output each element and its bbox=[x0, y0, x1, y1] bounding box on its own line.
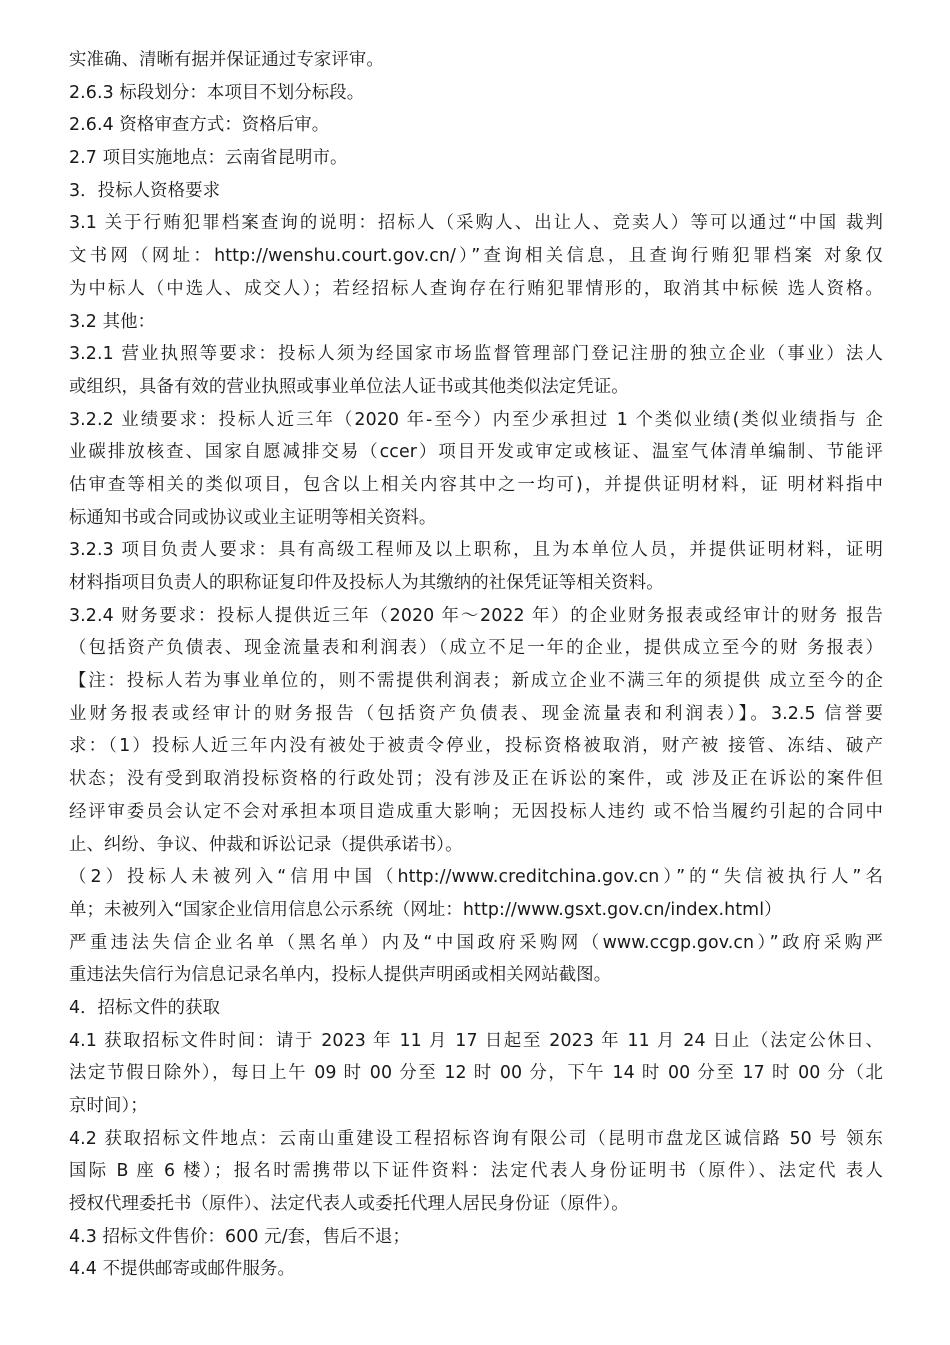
section-2-7: 2.7 项目实施地点：云南省昆明市。 bbox=[69, 148, 348, 169]
section-4-1-line: 京时间）； bbox=[69, 1096, 148, 1116]
section-4-4: 4.4 不提供邮寄或邮件服务。 bbox=[69, 1259, 295, 1280]
section-3-1-line: 3.1 关于行贿犯罪档案查询的说明：招标人（采购人、出让人、竞卖人）等可以通过“中国 裁判 bbox=[69, 213, 883, 234]
document-page bbox=[69, 44, 883, 1286]
section-3-2-5-item-2-line: 单；未被列入“国家企业信用信息公示系统（网址：http://www.gsxt.gov.cn/index.html） bbox=[69, 899, 782, 920]
section-3-2-3-line: 材料指项目负责人的职称证复印件及投标人为其缴纳的社保凭证等相关资料。 bbox=[69, 573, 664, 593]
section-4-2-line: 4.2 获取招标文件地点：云南山重建设工程招标咨询有限公司（昆明市盘龙区诚信路 50 号 领东 bbox=[69, 1128, 883, 1149]
section-3-2-1-line: 或组织，具备有效的营业执照或事业单位法人证书或其他类似法定凭证。 bbox=[69, 376, 629, 397]
section-3-2-5-line: 状态；没有受到取消投标资格的行政处罚；没有涉及正在诉讼的案件，或 涉及正在诉讼的案件但 bbox=[69, 769, 883, 790]
section-2-6-3: 2.6.3 标段划分：本项目不划分标段。 bbox=[69, 82, 365, 103]
section-4-heading: 4．招标文件的获取 bbox=[69, 997, 221, 1018]
section-4-1-line: 法定节假日除外），每日上午 09 时 00 分至 12 时 00 分，下午 14 时 00 分至 17 时 00 分（北 bbox=[69, 1063, 883, 1084]
section-3-2-5-item-2-line: 严重违法失信企业名单（黑名单）内及“中国政府采购网（www.ccgp.gov.cn）”政府采购严 bbox=[69, 932, 883, 953]
section-3-2-2-line: 3.2.2 业绩要求：投标人近三年（2020 年-至今）内至少承担过 1 个类似业绩(类似业绩指与 企 bbox=[69, 409, 883, 430]
section-3-1-line: 为中标人（中选人、成交人）；若经招标人查询存在行贿犯罪情形的，取消其中标候 选人资格。 bbox=[69, 278, 883, 299]
section-4-1-line: 4.1 获取招标文件时间：请于 2023 年 11 月 17 日起至 2023 年 11 月 24 日止（法定公休日、 bbox=[69, 1030, 883, 1051]
section-3-2-5-item-2-line: （2）投标人未被列入“信用中国（http://www.creditchina.gov.cn）”的“失信被执行人”名 bbox=[69, 867, 883, 888]
section-2-6-4: 2.6.4 资格审查方式：资格后审。 bbox=[69, 115, 330, 136]
section-3-2-4-note-line: 【注：投标人若为事业单位的，则不需提供利润表；新成立企业不满三年的须提供 成立至今的企 bbox=[69, 671, 883, 692]
section-3-heading: 3．投标人资格要求 bbox=[69, 180, 221, 201]
section-3-2: 3.2 其他： bbox=[69, 311, 156, 332]
section-4-2-line: 国际 B 座 6 楼）；报名时需携带以下证件资料：法定代表人身份证明书（原件）、法定代 表人 bbox=[69, 1161, 883, 1182]
section-3-2-1-line: 3.2.1 营业执照等要求：投标人须为经国家市场监督管理部门登记注册的独立企业（事业）法人 bbox=[69, 344, 883, 365]
section-3-2-4-note-line: 业财务报表或经审计的财务报告（包括资产负债表、现金流量表和利润表）】。3.2.5 信誉要 bbox=[69, 703, 883, 724]
text-line: 实准确、清晰有据并保证通过专家评审。 bbox=[69, 50, 384, 70]
section-3-2-4-line: （包括资产负债表、现金流量表和利润表）（成立不足一年的企业，提供成立至今的财 务报表） bbox=[69, 638, 883, 659]
section-3-2-2-line: 估审查等相关的类似项目，包含以上相关内容其中之一均可)，并提供证明材料，证 明材料指中 bbox=[69, 474, 883, 495]
section-3-2-2-line: 业碳排放核查、国家自愿减排交易（ccer）项目开发或审定或核证、温室气体清单编制、节能评 bbox=[69, 442, 883, 463]
section-3-2-5-line: 求：（1）投标人近三年内没有被处于被责令停业，投标资格被取消，财产被 接管、冻结、破产 bbox=[69, 736, 883, 757]
section-3-2-5-line: 经评审委员会认定不会对承担本项目造成重大影响；无因投标人违约 或不恰当履约引起的合同中 bbox=[69, 801, 883, 822]
section-4-2-line: 授权代理委托书（原件）、法定代表人或委托代理人居民身份证（原件）。 bbox=[69, 1194, 629, 1215]
section-3-2-2-line: 标通知书或合同或协议或业主证明等相关资料。 bbox=[69, 507, 437, 528]
section-3-2-5-line: 止、纠纷、争议、仲裁和诉讼记录（提供承诺书）。 bbox=[69, 834, 463, 855]
section-4-3: 4.3 招标文件售价：600 元/套，售后不退； bbox=[69, 1226, 411, 1247]
section-3-1-line: 文书网（网址：http://wenshu.court.gov.cn/）”查询相关信息，且查询行贿犯罪档案 对象仅 bbox=[69, 246, 883, 267]
section-3-2-3-line: 3.2.3 项目负责人要求：具有高级工程师及以上职称，且为本单位人员，并提供证明材料，证明 bbox=[69, 540, 883, 561]
section-3-2-5-item-2-line: 重违法失信行为信息记录名单内，投标人提供声明函或相关网站截图。 bbox=[69, 965, 612, 986]
section-3-2-4-line: 3.2.4 财务要求：投标人提供近三年（2020 年～2022 年）的企业财务报表或经审计的财务 报告 bbox=[69, 605, 883, 626]
